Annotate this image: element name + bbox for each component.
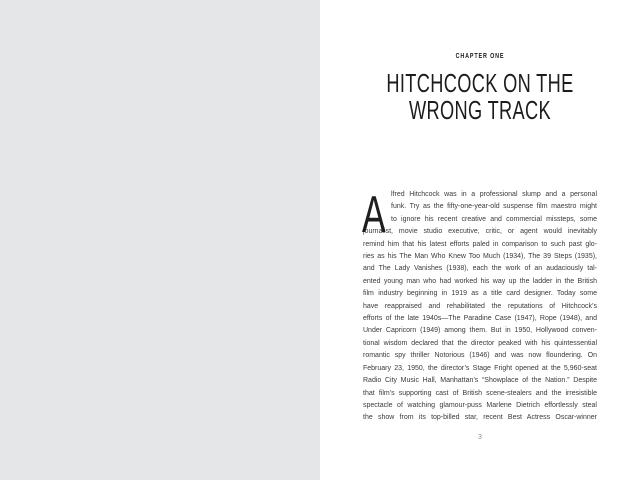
drop-cap: A	[362, 186, 386, 244]
body-text-line: romantic spy thriller Notorious (1946) and was now floundering. On	[363, 352, 597, 360]
body-text-line: the show from its top-billed star, recent Best Actress Oscar-winner	[363, 414, 597, 422]
body-paragraph	[362, 186, 597, 425]
body-text-line: lfred Hitchcock was in a professional slump and a personal	[391, 191, 597, 198]
chapter-title	[368, 70, 592, 124]
body-text-line: Radio City Music Hall, Manhattan’s “Showplace of the Nation.” Despite	[363, 377, 597, 385]
body-text-line: remind him that his latest efforts paled in comparison to such past glo-	[363, 240, 597, 248]
body-text-line: film industry beginning in 1919 as a title card designer. Today some	[363, 290, 597, 298]
body-text-line: have reappraised and rehabilitated the reputations of Hitchcock’s	[363, 302, 597, 310]
body-text-line: funk. Try as the fifty-one-year-old suspense film maestro might	[391, 203, 597, 211]
page-number: 3	[478, 434, 482, 441]
body-text-line: tional wisdom declared that the director peaked with his quintessential	[363, 339, 597, 347]
body-text-line: February 23, 1950, the director’s Stage Fright opened at the 5,960-seat	[363, 364, 597, 372]
body-text-line: journalist, movie studio executive, critic, or agent would inevitably	[363, 228, 597, 236]
right-page	[320, 0, 640, 480]
body-text-line: spectacle of watching glamour-puss Marlene Dietrich effortlessly steal	[363, 401, 597, 409]
body-text-line: that film’s supporting cast of British scene-stealers and the irresistible	[363, 389, 597, 397]
body-text-line: to ignore his recent creative and commercial missteps, some	[391, 215, 597, 223]
body-text-line: Under Capricorn (1949) among them. But in 1950, Hollywood conven-	[363, 327, 597, 335]
chapter-label: CHAPTER ONE	[455, 51, 505, 60]
body-text-line: and The Lady Vanishes (1938), each the work of an audaciously tal-	[363, 265, 597, 273]
body-text-line: ented young man who had worked his way up the ladder in the British	[363, 277, 597, 285]
chapter-title-line-2: WRONG TRACK	[408, 95, 552, 125]
chapter-title-line-1: HITCHCOCK ON THE	[386, 68, 574, 98]
body-text-line: ries as his The Man Who Knew Too Much (1934), The 39 Steps (1935),	[363, 253, 597, 261]
body-text-line: efforts of the late 1940s—The Paradine Case (1947), Rope (1948), and	[363, 315, 597, 323]
